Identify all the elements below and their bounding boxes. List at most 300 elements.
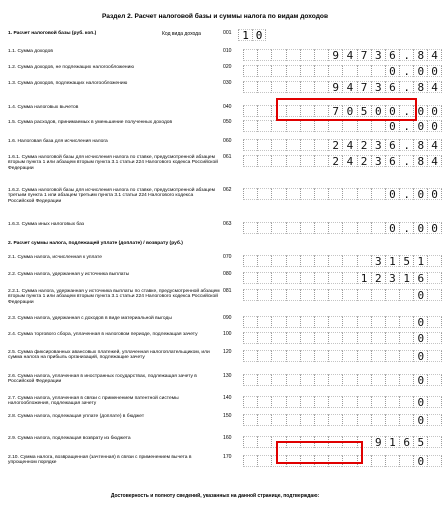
income-code-digit: 0: [252, 29, 266, 41]
row-label: 1.2. Сумма доходов, не подлежащих налогообложению: [8, 65, 135, 70]
amount-cell: 2: [357, 155, 371, 167]
highlight-line-160: [276, 441, 363, 464]
amount-cell: [357, 120, 371, 132]
amount-cell: [399, 350, 413, 362]
amount-cell: 4: [342, 81, 356, 93]
amount-cell: 3: [385, 272, 399, 284]
amount-cell: [300, 272, 314, 284]
income-code-line: 001: [223, 30, 232, 36]
amount-cell: [286, 414, 300, 426]
row-line-code: 150: [223, 413, 232, 419]
amount-cell: [300, 188, 314, 200]
amount-cell: [371, 374, 385, 386]
amount-cell: 0: [385, 105, 399, 117]
amount-cell: [314, 49, 328, 61]
amount-cell: [371, 188, 385, 200]
amount-cell: [328, 374, 342, 386]
row-line-code: 130: [223, 373, 232, 379]
amount-cell: [243, 81, 257, 93]
amount-cell: 1: [385, 255, 399, 267]
amount-cell: [286, 289, 300, 301]
amount-cell: [243, 65, 257, 77]
amount-cell: [300, 222, 314, 234]
amount-cell: [342, 396, 356, 408]
amount-cell: [371, 289, 385, 301]
row-line-code: 090: [223, 315, 232, 321]
amount-cell: [257, 396, 271, 408]
amount-cell: [427, 436, 441, 448]
amount-cell: 0: [427, 65, 441, 77]
amount-cell: 0: [342, 105, 356, 117]
amount-cell: 4: [342, 49, 356, 61]
row-label: 2.2.1. Сумма налога, удержанная у источника выплаты по ставке, предусмотренной абзацем вторым пункта 1 или абзацем вторым пункта 3.1 статьи 224 Налогового кодекса Российской Федерации: [8, 289, 220, 305]
amount-cell: [271, 49, 285, 61]
amount-cell: [300, 316, 314, 328]
amount-cell: [243, 350, 257, 362]
amount-cell: [271, 188, 285, 200]
row-line-code: 010: [223, 48, 232, 54]
amount-cell: [314, 414, 328, 426]
amount-cell: 0: [413, 289, 427, 301]
amount-cell: 4: [342, 139, 356, 151]
amount-cell: [257, 65, 271, 77]
amount-cell: [399, 414, 413, 426]
amount-cell: [314, 374, 328, 386]
amount-field[interactable]: [243, 120, 442, 132]
amount-cell: 5: [399, 255, 413, 267]
amount-cell: [371, 455, 385, 467]
amount-cell: 1: [357, 272, 371, 284]
amount-field[interactable]: [243, 396, 442, 408]
amount-cell: [286, 81, 300, 93]
row-label: 1.4. Сумма налоговых вычетов: [8, 105, 79, 110]
amount-cell: [300, 49, 314, 61]
amount-cell: [300, 120, 314, 132]
amount-cell: 4: [427, 49, 441, 61]
amount-cell: [427, 350, 441, 362]
amount-cell: [342, 65, 356, 77]
amount-cell: [328, 350, 342, 362]
amount-cell: [271, 81, 285, 93]
amount-cell: [399, 289, 413, 301]
highlight-line-040: [276, 98, 417, 121]
row-line-code: 140: [223, 395, 232, 401]
amount-cell: [286, 272, 300, 284]
amount-cell: [257, 155, 271, 167]
amount-cell: [357, 350, 371, 362]
row-line-code: 100: [223, 331, 232, 337]
amount-cell: 6: [385, 81, 399, 93]
amount-cell: [286, 139, 300, 151]
amount-cell: [243, 272, 257, 284]
amount-cell: 6: [399, 436, 413, 448]
amount-cell: [385, 414, 399, 426]
row-line-code: 040: [223, 104, 232, 110]
amount-cell: [300, 396, 314, 408]
amount-cell: [243, 49, 257, 61]
amount-cell: [257, 120, 271, 132]
amount-cell: [243, 222, 257, 234]
row-label: 2.3. Сумма налога, удержанная с доходов в виде материальной выгоды: [8, 316, 172, 321]
row-label: 2.6. Сумма налога, уплаченная в иностранных государствах, подлежащая зачету в Российской Федерации: [8, 374, 197, 385]
amount-cell: [357, 332, 371, 344]
amount-cell: .: [399, 65, 413, 77]
amount-cell: [271, 120, 285, 132]
amount-cell: [257, 289, 271, 301]
amount-cell: 0: [385, 222, 399, 234]
amount-cell: [371, 350, 385, 362]
amount-cell: [342, 414, 356, 426]
amount-cell: [385, 455, 399, 467]
amount-cell: 0: [385, 120, 399, 132]
amount-cell: 2: [357, 139, 371, 151]
income-code-field[interactable]: [238, 29, 266, 41]
amount-cell: [328, 255, 342, 267]
amount-cell: [342, 332, 356, 344]
amount-cell: 6: [385, 139, 399, 151]
amount-cell: 0: [413, 332, 427, 344]
amount-cell: [257, 49, 271, 61]
amount-cell: [342, 188, 356, 200]
amount-cell: [243, 316, 257, 328]
amount-cell: [427, 374, 441, 386]
amount-cell: [286, 374, 300, 386]
amount-cell: [243, 155, 257, 167]
amount-cell: 6: [385, 49, 399, 61]
amount-cell: [271, 414, 285, 426]
amount-cell: [300, 332, 314, 344]
amount-cell: [300, 374, 314, 386]
row-label: 2.9. Сумма налога, подлежащая возврату из бюджета: [8, 436, 131, 441]
amount-field[interactable]: [243, 289, 442, 301]
amount-cell: 0: [371, 105, 385, 117]
amount-cell: 0: [427, 222, 441, 234]
amount-cell: [371, 316, 385, 328]
amount-cell: 1: [399, 272, 413, 284]
amount-cell: [314, 332, 328, 344]
amount-cell: [243, 139, 257, 151]
amount-cell: 0: [413, 316, 427, 328]
amount-cell: .: [399, 188, 413, 200]
amount-field[interactable]: [243, 414, 442, 426]
amount-cell: .: [399, 81, 413, 93]
row-label: 1.6. Налоговая база для исчисления налога: [8, 139, 108, 144]
amount-cell: 0: [413, 188, 427, 200]
amount-cell: [314, 222, 328, 234]
amount-cell: [271, 396, 285, 408]
amount-cell: [286, 332, 300, 344]
amount-cell: [427, 414, 441, 426]
row-line-code: 061: [223, 154, 232, 160]
amount-field[interactable]: [243, 188, 442, 200]
amount-cell: [342, 374, 356, 386]
amount-cell: [342, 289, 356, 301]
amount-cell: [314, 81, 328, 93]
amount-cell: [286, 316, 300, 328]
row-label: 1.1. Сумма доходов: [8, 49, 53, 54]
amount-field[interactable]: [243, 49, 442, 61]
amount-field[interactable]: [243, 155, 442, 167]
amount-cell: [314, 272, 328, 284]
row-label: 2.1. Сумма налога, исчисленная к уплате: [8, 255, 102, 260]
amount-cell: [257, 188, 271, 200]
amount-cell: [271, 289, 285, 301]
amount-cell: 4: [427, 155, 441, 167]
amount-cell: [427, 332, 441, 344]
row-label: 1.3. Сумма доходов, подлежащих налогообложению: [8, 81, 128, 86]
amount-cell: [371, 222, 385, 234]
amount-cell: 3: [371, 139, 385, 151]
amount-cell: [328, 222, 342, 234]
amount-cell: [314, 396, 328, 408]
amount-cell: 0: [413, 350, 427, 362]
amount-cell: [371, 332, 385, 344]
amount-cell: [314, 188, 328, 200]
amount-cell: 7: [357, 81, 371, 93]
income-code-digit: 1: [238, 29, 252, 41]
amount-field[interactable]: [243, 332, 442, 344]
amount-cell: [371, 120, 385, 132]
amount-cell: [300, 139, 314, 151]
amount-cell: [243, 105, 257, 117]
amount-cell: [385, 332, 399, 344]
amount-cell: 8: [413, 49, 427, 61]
amount-cell: 5: [357, 105, 371, 117]
amount-cell: [357, 65, 371, 77]
amount-cell: 6: [413, 272, 427, 284]
amount-cell: [300, 81, 314, 93]
amount-cell: [357, 222, 371, 234]
amount-cell: [357, 316, 371, 328]
amount-cell: [328, 188, 342, 200]
row-line-code: 070: [223, 254, 232, 260]
amount-cell: [342, 350, 356, 362]
amount-cell: [427, 255, 441, 267]
amount-cell: [286, 49, 300, 61]
amount-cell: 3: [371, 81, 385, 93]
amount-cell: 0: [427, 120, 441, 132]
amount-cell: [271, 350, 285, 362]
amount-cell: [286, 222, 300, 234]
amount-cell: [342, 272, 356, 284]
amount-cell: [314, 139, 328, 151]
confirmation-footer: Достоверность и полноту сведений, указанных на данной странице, подтверждаю:: [110, 493, 320, 499]
amount-cell: [427, 455, 441, 467]
amount-cell: [328, 65, 342, 77]
amount-cell: [257, 350, 271, 362]
row-label: 2. Расчет суммы налога, подлежащей уплате (доплате) / возврату (руб.): [8, 241, 183, 246]
row-line-code: 120: [223, 349, 232, 355]
amount-cell: [243, 188, 257, 200]
amount-cell: [314, 289, 328, 301]
amount-cell: [286, 120, 300, 132]
amount-cell: [286, 350, 300, 362]
row-label: 2.10. Сумма налога, возвращенная (зачтенная) в связи с применением вычета в упрощенном порядке: [8, 455, 192, 466]
row-line-code: 081: [223, 288, 232, 294]
amount-cell: [342, 255, 356, 267]
amount-cell: [243, 396, 257, 408]
amount-cell: 0: [427, 188, 441, 200]
amount-cell: 1: [413, 255, 427, 267]
row-label: 2.8. Сумма налога, подлежащая уплате (доплате) в бюджет: [8, 414, 145, 419]
amount-cell: 8: [413, 139, 427, 151]
amount-cell: 9: [371, 436, 385, 448]
row-label: 1.5. Сумма расходов, принимаемых в уменьшение полученных доходов: [8, 120, 173, 125]
amount-cell: [243, 289, 257, 301]
amount-cell: .: [399, 120, 413, 132]
row-label: 2.5. Сумма фиксированных авансовых платежей, уплаченная налогоплательщиком, или сумма налога на прибыль организаций, подлежащие зачету: [8, 350, 210, 361]
amount-cell: [257, 455, 271, 467]
amount-cell: [399, 332, 413, 344]
amount-cell: [257, 222, 271, 234]
amount-field[interactable]: [243, 316, 442, 328]
amount-cell: [385, 289, 399, 301]
amount-cell: [271, 222, 285, 234]
amount-cell: [399, 374, 413, 386]
amount-cell: [286, 155, 300, 167]
amount-field[interactable]: [243, 350, 442, 362]
amount-cell: .: [399, 222, 413, 234]
amount-cell: 8: [413, 81, 427, 93]
amount-cell: [385, 350, 399, 362]
amount-cell: [328, 316, 342, 328]
amount-field[interactable]: [243, 81, 442, 93]
amount-cell: [243, 414, 257, 426]
amount-cell: 2: [371, 272, 385, 284]
row-label: 2.4. Сумма торгового сбора, уплаченная в налоговом периоде, подлежащая зачету: [8, 332, 198, 337]
amount-cell: 4: [427, 81, 441, 93]
row-label: 2.7. Сумма налога, уплаченная в связи с применением патентной системы налогообложения, подлежащая зачету: [8, 396, 179, 407]
amount-cell: [342, 120, 356, 132]
amount-cell: [328, 414, 342, 426]
amount-cell: 0: [413, 414, 427, 426]
amount-field[interactable]: [243, 222, 442, 234]
amount-cell: [427, 396, 441, 408]
amount-cell: [371, 396, 385, 408]
amount-cell: [257, 105, 271, 117]
amount-cell: 0: [427, 105, 441, 117]
amount-cell: [243, 436, 257, 448]
amount-cell: [243, 332, 257, 344]
amount-cell: 8: [413, 155, 427, 167]
amount-cell: [257, 255, 271, 267]
amount-cell: [385, 396, 399, 408]
amount-cell: 2: [328, 155, 342, 167]
amount-cell: 6: [385, 155, 399, 167]
amount-cell: [286, 188, 300, 200]
amount-cell: [271, 374, 285, 386]
amount-cell: [257, 374, 271, 386]
row-line-code: 050: [223, 119, 232, 125]
amount-cell: [427, 316, 441, 328]
amount-cell: [371, 65, 385, 77]
row-label: 1.6.2. Сумма налоговой базы для исчисления налога по ставке, предусмотренной абзацем третьим пункта 1 или абзацем третьим пункта 3.1 статьи 224 Налогового кодекса Российской Федерации: [8, 188, 216, 204]
amount-cell: 3: [371, 49, 385, 61]
row-label: 2.2. Сумма налога, удержанная у источника выплаты: [8, 272, 130, 277]
amount-cell: 9: [328, 49, 342, 61]
amount-cell: 7: [357, 49, 371, 61]
amount-field[interactable]: [243, 139, 442, 151]
amount-cell: [399, 455, 413, 467]
amount-cell: [300, 350, 314, 362]
income-code-label: Код вида дохода: [162, 31, 201, 37]
amount-cell: .: [399, 105, 413, 117]
amount-cell: [243, 255, 257, 267]
amount-field[interactable]: [243, 255, 442, 267]
amount-cell: [342, 222, 356, 234]
amount-field[interactable]: [243, 374, 442, 386]
amount-cell: [243, 374, 257, 386]
amount-cell: [257, 139, 271, 151]
amount-cell: [300, 65, 314, 77]
amount-cell: [314, 350, 328, 362]
amount-cell: [314, 316, 328, 328]
amount-cell: [314, 120, 328, 132]
amount-cell: [399, 316, 413, 328]
amount-cell: 0: [413, 65, 427, 77]
amount-cell: [286, 255, 300, 267]
amount-cell: [399, 396, 413, 408]
amount-cell: [314, 155, 328, 167]
row-line-code: 160: [223, 435, 232, 441]
amount-cell: [271, 65, 285, 77]
amount-cell: 0: [413, 120, 427, 132]
section-title: Раздел 2. Расчет налоговой базы и суммы налога по видам доходов: [101, 13, 329, 20]
amount-cell: 0: [413, 222, 427, 234]
amount-cell: [357, 374, 371, 386]
amount-cell: [328, 272, 342, 284]
amount-cell: .: [399, 155, 413, 167]
amount-cell: 1: [385, 436, 399, 448]
amount-cell: [257, 272, 271, 284]
amount-cell: [271, 332, 285, 344]
amount-cell: [257, 414, 271, 426]
row-line-code: 060: [223, 138, 232, 144]
amount-cell: 0: [385, 188, 399, 200]
row-label: 1.6.3. Сумма иных налоговых баз: [8, 222, 85, 227]
amount-cell: [300, 255, 314, 267]
amount-cell: [271, 139, 285, 151]
amount-cell: 3: [371, 155, 385, 167]
amount-cell: [257, 316, 271, 328]
amount-cell: [257, 436, 271, 448]
amount-cell: 3: [371, 255, 385, 267]
amount-cell: [243, 455, 257, 467]
amount-cell: [300, 414, 314, 426]
section1-heading: 1. Расчет налоговой базы (руб. коп.): [8, 31, 97, 36]
amount-cell: .: [399, 49, 413, 61]
amount-field[interactable]: [243, 272, 442, 284]
amount-cell: [328, 332, 342, 344]
amount-cell: [257, 81, 271, 93]
amount-cell: [427, 289, 441, 301]
amount-cell: 0: [413, 374, 427, 386]
amount-field[interactable]: [243, 65, 442, 77]
amount-cell: [271, 155, 285, 167]
amount-cell: [328, 289, 342, 301]
amount-cell: 7: [328, 105, 342, 117]
amount-cell: [357, 289, 371, 301]
amount-cell: 0: [413, 396, 427, 408]
amount-cell: 4: [342, 155, 356, 167]
row-line-code: 030: [223, 80, 232, 86]
amount-cell: [357, 396, 371, 408]
amount-cell: 9: [328, 81, 342, 93]
amount-cell: [300, 289, 314, 301]
amount-cell: 2: [328, 139, 342, 151]
amount-cell: 0: [385, 65, 399, 77]
amount-cell: 0: [413, 105, 427, 117]
